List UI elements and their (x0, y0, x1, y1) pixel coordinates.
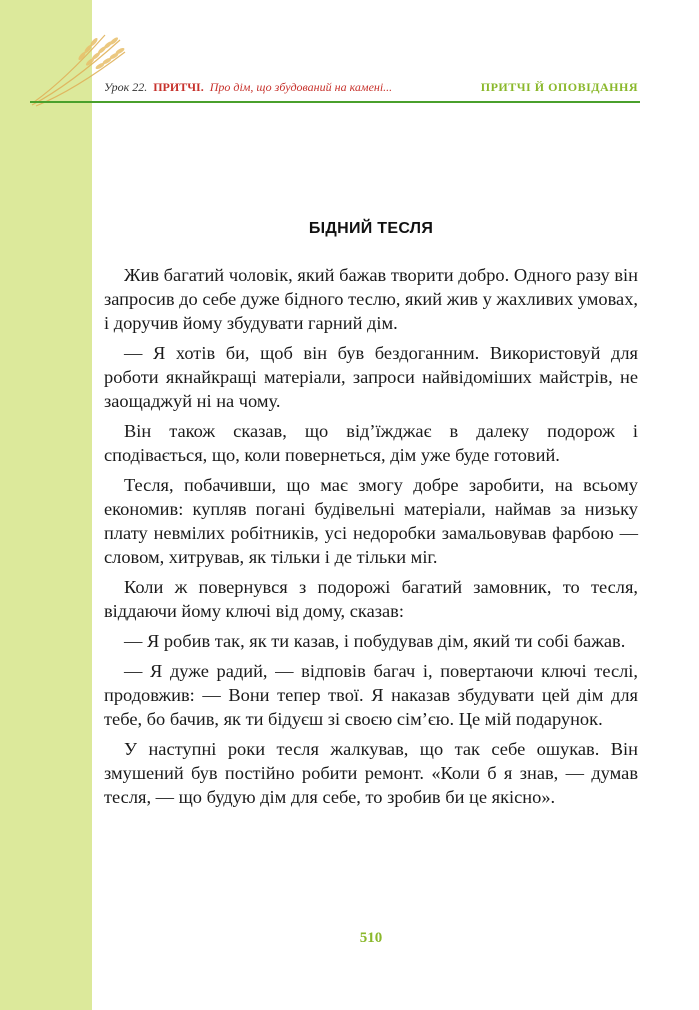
paragraph: Тесля, побачивши, що має змогу добре заробити, на всьому економив: купляв погані будівельні матеріали, наймав за низьку плату невмілих робітників, усі недоробки замальовував фарбою — словом, хитрував, як тільки і де тільки міг. (104, 475, 638, 567)
header-lesson-info (104, 80, 392, 95)
paragraph: — Я робив так, як ти казав, і побудував дім, який ти собі бажав. (124, 631, 626, 651)
story-title: БІДНИЙ ТЕСЛЯ (308, 220, 434, 237)
lesson-number: Урок 22. (104, 80, 148, 94)
lesson-subtitle: Про дім, що збудований на камені... (209, 80, 393, 94)
paragraph: — Я хотів би, щоб він був бездоганним. Використовуй для роботи якнайкращі матеріали, запроси найвідоміших майстрів, не заощаджуй ні на чому. (104, 343, 638, 411)
page-number: 510 (359, 930, 383, 946)
section-title: ПРИТЧІ Й ОПОВІДАННЯ (480, 80, 638, 94)
paragraph: Коли ж повернувся з подорожі багатий замовник, то тесля, віддаючи йому ключі від дому, сказав: (104, 577, 638, 621)
story-text (104, 263, 638, 815)
paragraph: — Я дуже радий, — відповів багач і, повертаючи ключі теслі, продовжив: — Вони тепер твої. Я наказав збудувати цей дім для тебе, бо бачив, як ти бідуєш зі своєю сім’єю. Це мій подарунок. (104, 661, 638, 729)
paragraph: У наступні роки тесля жалкував, що так себе ошукав. Він змушений був постійно робити ремонт. «Коли б я знав, — думав тесля, — що будую дім для себе, то зробив би це якісно». (104, 739, 638, 807)
left-decorative-strip (0, 0, 92, 1010)
paragraph: Жив багатий чоловік, який бажав творити добро. Одного разу він запросив до себе дуже бідного теслю, який жив у жахливих умовах, і доручив йому збудувати гарний дім. (104, 265, 638, 333)
section-word: ПРИТЧІ. (153, 80, 204, 94)
running-header (104, 80, 638, 100)
header-divider (30, 101, 640, 103)
paragraph: Він також сказав, що від’їжджає в далеку подорож і сподівається, що, коли повернеться, дім уже буде готовий. (104, 421, 638, 465)
